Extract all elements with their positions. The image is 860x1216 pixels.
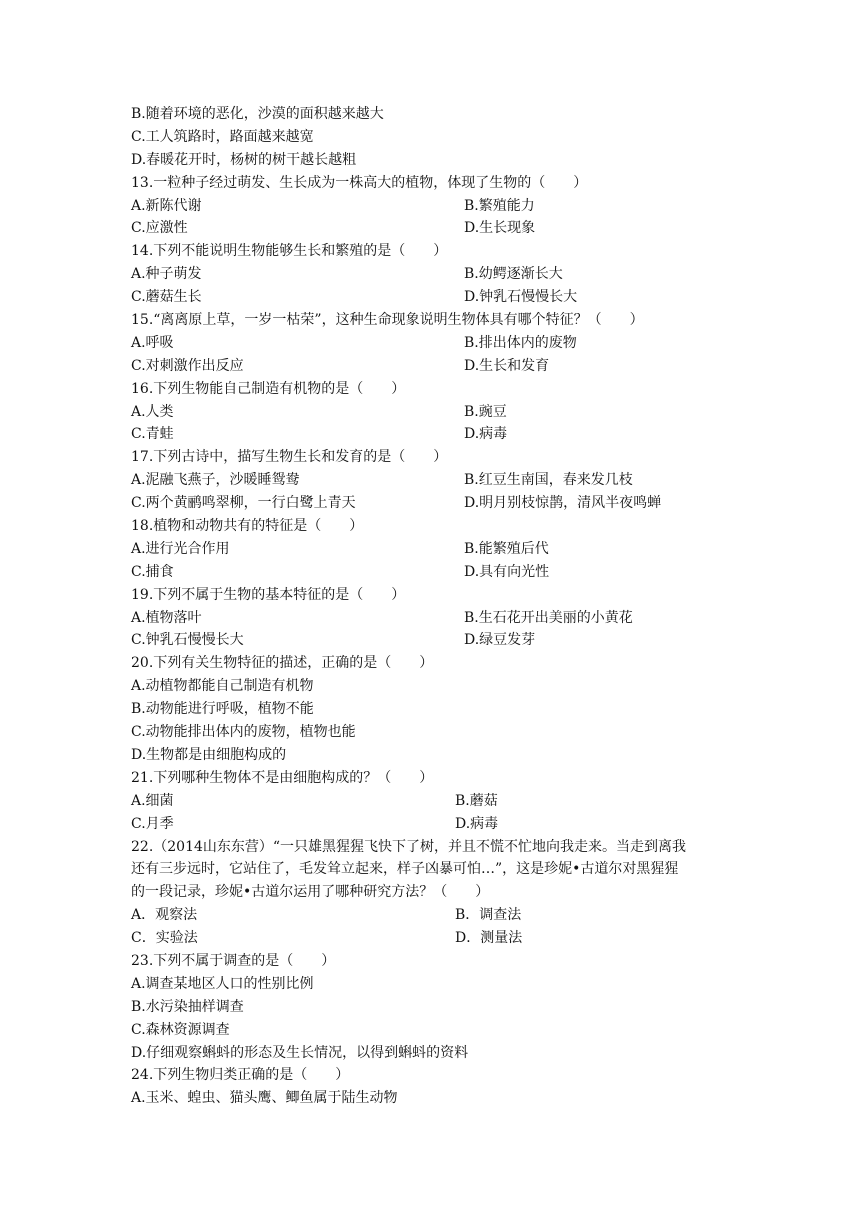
q16-options-row-1 <box>131 401 736 424</box>
q13-options-row-2 <box>131 217 736 240</box>
q22-options-row-1 <box>131 904 736 927</box>
q21-option-d: D.病毒 <box>455 815 499 832</box>
q23-option-c: C.森林资源调查 <box>131 1021 230 1038</box>
q22-options-row-2 <box>131 927 736 950</box>
q23-option-a: A.调查某地区人口的性别比例 <box>131 975 314 992</box>
q19-stem: 19.下列不属于生物的基本特征的是（ ） <box>131 586 406 603</box>
q13-stem: 13.一粒种子经过萌发、生长成为一株高大的植物，体现了生物的（ ） <box>131 174 588 191</box>
q21-stem: 21.下列哪种生物体不是由细胞构成的？（ ） <box>131 769 434 786</box>
q20-option-b: B.动物能进行呼吸，植物不能 <box>131 701 314 718</box>
q15-option-c: C.对刺激作出反应 <box>131 357 244 374</box>
q23-stem: 23.下列不属于调查的是（ ） <box>131 952 336 969</box>
q14-option-d: D.钟乳石慢慢长大 <box>464 289 578 306</box>
q17-options-row-2 <box>131 492 736 515</box>
q16-stem: 16.下列生物能自己制造有机物的是（ ） <box>131 380 406 397</box>
q13-option-b: B.繁殖能力 <box>464 197 535 214</box>
q22-stem-line-2: 还有三步远时，它站住了，毛发耸立起来，样子凶暴可怕…”，这是珍妮•古道尔对黑猩猩 <box>131 861 679 878</box>
q18-option-a: A.进行光合作用 <box>131 540 230 557</box>
q17-option-d: D.明月别枝惊鹊，清风半夜鸣蝉 <box>464 495 662 512</box>
q22-stem-line-3: 的一段记录，珍妮•古道尔运用了哪种研究方法？（ ） <box>131 884 490 901</box>
q18-options-row-1 <box>131 538 736 561</box>
q21-options-row-1 <box>131 790 736 813</box>
q15-options-row-2 <box>131 355 736 378</box>
q19-option-c: C.钟乳石慢慢长大 <box>131 632 244 649</box>
q19-option-b: B.生石花开出美丽的小黄花 <box>464 609 633 626</box>
q14-options-row-1 <box>131 263 736 286</box>
q18-option-d: D.具有向光性 <box>464 563 550 580</box>
q24-stem: 24.下列生物归类正确的是（ ） <box>131 1067 350 1084</box>
q18-option-b: B.能繁殖后代 <box>464 540 549 557</box>
q22-option-a: A．观察法 <box>131 907 198 924</box>
q15-option-d: D.生长和发育 <box>464 357 550 374</box>
q12-option-c: C.工人筑路时，路面越来越宽 <box>131 128 314 145</box>
q15-option-b: B.排出体内的废物 <box>464 334 577 351</box>
q21-option-c: C.月季 <box>131 815 174 832</box>
q21-option-a: A.细菌 <box>131 792 174 809</box>
q23-option-d: D.仔细观察蝌蚪的形态及生长情况，以得到蝌蚪的资料 <box>131 1044 469 1061</box>
q20-option-d: D.生物都是由细胞构成的 <box>131 746 287 763</box>
q23-option-b: B.水污染抽样调查 <box>131 998 244 1015</box>
q24-option-a: A.玉米、蝗虫、猫头鹰、鲫鱼属于陆生动物 <box>131 1090 398 1107</box>
q15-option-a: A.呼吸 <box>131 334 174 351</box>
q17-option-b: B.红豆生南国，春来发几枝 <box>464 472 633 489</box>
worksheet-page <box>131 103 736 1110</box>
q15-options-row-1 <box>131 332 736 355</box>
q20-option-c: C.动物能排出体内的废物，植物也能 <box>131 724 356 741</box>
q20-stem: 20.下列有关生物特征的描述，正确的是（ ） <box>131 655 434 672</box>
q13-option-a: A.新陈代谢 <box>131 197 202 214</box>
q14-option-a: A.种子萌发 <box>131 266 202 283</box>
q16-option-a: A.人类 <box>131 403 174 420</box>
q22-option-c: C．实验法 <box>131 930 198 947</box>
q22-stem-line-1: 22.（2014山东东营）“一只雄黑猩猩飞快下了树，并且不慌不忙地向我走来。当走到离我 <box>131 838 687 855</box>
q22-option-d: D．测量法 <box>455 930 523 947</box>
q16-option-c: C.青蛙 <box>131 426 174 443</box>
q17-option-a: A.泥融飞燕子，沙暖睡鸳鸯 <box>131 472 300 489</box>
q13-option-d: D.生长现象 <box>464 220 536 237</box>
q16-option-d: D.病毒 <box>464 426 508 443</box>
q14-stem: 14.下列不能说明生物能够生长和繁殖的是（ ） <box>131 243 448 260</box>
q12-option-b: B.随着环境的恶化，沙漠的面积越来越大 <box>131 106 384 122</box>
q15-stem: 15.“离离原上草，一岁一枯荣”，这种生命现象说明生物体具有哪个特征？（ ） <box>131 312 644 329</box>
q18-stem: 18.植物和动物共有的特征是（ ） <box>131 518 364 535</box>
q16-option-b: B.豌豆 <box>464 403 507 420</box>
q14-option-c: C.蘑菇生长 <box>131 289 202 306</box>
q21-options-row-2 <box>131 813 736 836</box>
q19-options-row-1 <box>131 607 736 630</box>
q14-options-row-2 <box>131 286 736 309</box>
q17-options-row-1 <box>131 469 736 492</box>
q16-options-row-2 <box>131 423 736 446</box>
q19-option-a: A.植物落叶 <box>131 609 202 626</box>
q22-option-b: B．调查法 <box>455 907 522 924</box>
q13-option-c: C.应激性 <box>131 220 188 237</box>
q13-options-row-1 <box>131 195 736 218</box>
q14-option-b: B.幼鳄逐渐长大 <box>464 266 563 283</box>
q17-stem: 17.下列古诗中，描写生物生长和发育的是（ ） <box>131 449 448 466</box>
q21-option-b: B.蘑菇 <box>455 792 498 809</box>
q12-option-d: D.春暖花开时，杨树的树干越长越粗 <box>131 151 357 168</box>
q17-option-c: C.两个黄鹂鸣翠柳，一行白鹭上青天 <box>131 495 356 512</box>
q20-option-a: A.动植物都能自己制造有机物 <box>131 678 314 695</box>
q19-option-d: D.绿豆发芽 <box>464 632 536 649</box>
q18-option-c: C.捕食 <box>131 563 174 580</box>
q18-options-row-2 <box>131 561 736 584</box>
q19-options-row-2 <box>131 629 736 652</box>
